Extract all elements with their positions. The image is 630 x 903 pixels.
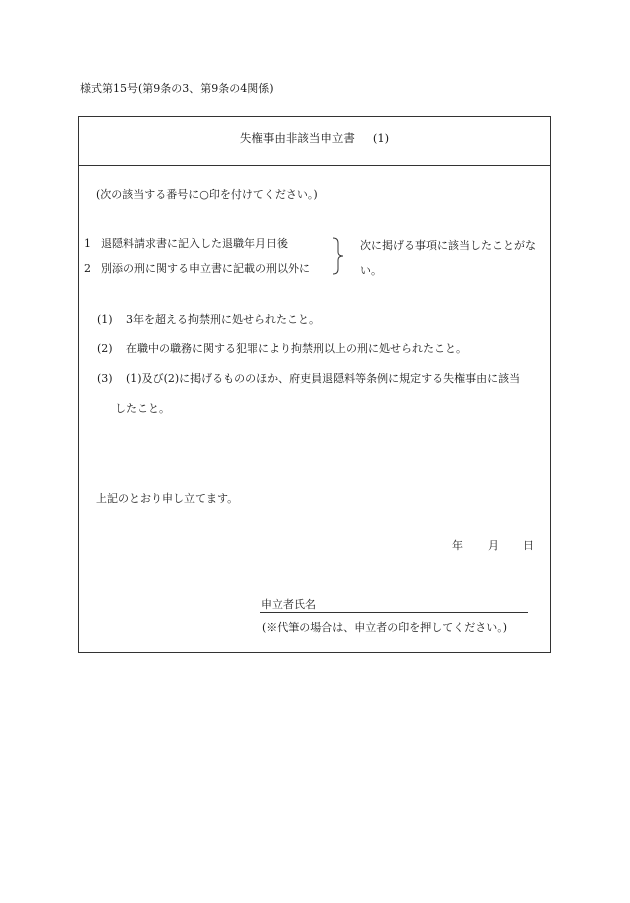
condition-2-number[interactable]: 2: [84, 262, 91, 275]
condition-result-line-1: 次に掲げる事項に該当したことがな: [360, 239, 536, 252]
signer-name-field[interactable]: [260, 612, 528, 613]
item-2-number: (2): [97, 342, 113, 355]
condition-result-line-2: い。: [360, 264, 382, 277]
date-day-label[interactable]: 日: [523, 539, 534, 552]
item-3-text: (1)及び(2)に掲げるもののほか、府吏員退隠料等条例に規定する失権事由に該当: [126, 372, 521, 385]
date-year-label[interactable]: 年: [452, 539, 463, 552]
condition-1-text: 退隠料請求書に記入した退職年月日後: [101, 237, 288, 250]
title-number: (1): [372, 131, 390, 145]
instruction-text: (次の該当する番号に○印を付けてください。): [96, 188, 318, 201]
item-1-number: (1): [97, 313, 113, 326]
condition-2-text: 別添の刑に関する申立書に記載の刑以外に: [101, 262, 310, 275]
right-brace-icon: [331, 237, 345, 275]
item-3-number: (3): [97, 372, 113, 385]
declaration-text: 上記のとおり申し立てます。: [96, 492, 239, 505]
title-text: 失権事由非該当申立書: [239, 131, 355, 145]
document-title: [78, 133, 551, 145]
proxy-note: (※代筆の場合は、申立者の印を押してください。): [262, 621, 508, 634]
item-3-text-continuation: したこと。: [115, 402, 170, 415]
item-1-text: 3年を超える拘禁刑に処せられたこと。: [126, 313, 320, 326]
date-month-label[interactable]: 月: [488, 539, 499, 552]
item-2-text: 在職中の職務に関する犯罪により拘禁刑以上の刑に処せられたこと。: [126, 342, 467, 355]
signer-name-label: 申立者氏名: [261, 598, 316, 611]
title-divider: [79, 165, 550, 166]
condition-1-number[interactable]: 1: [84, 237, 91, 250]
form-reference: 様式第15号(第9条の3、第9条の4関係): [80, 82, 274, 95]
